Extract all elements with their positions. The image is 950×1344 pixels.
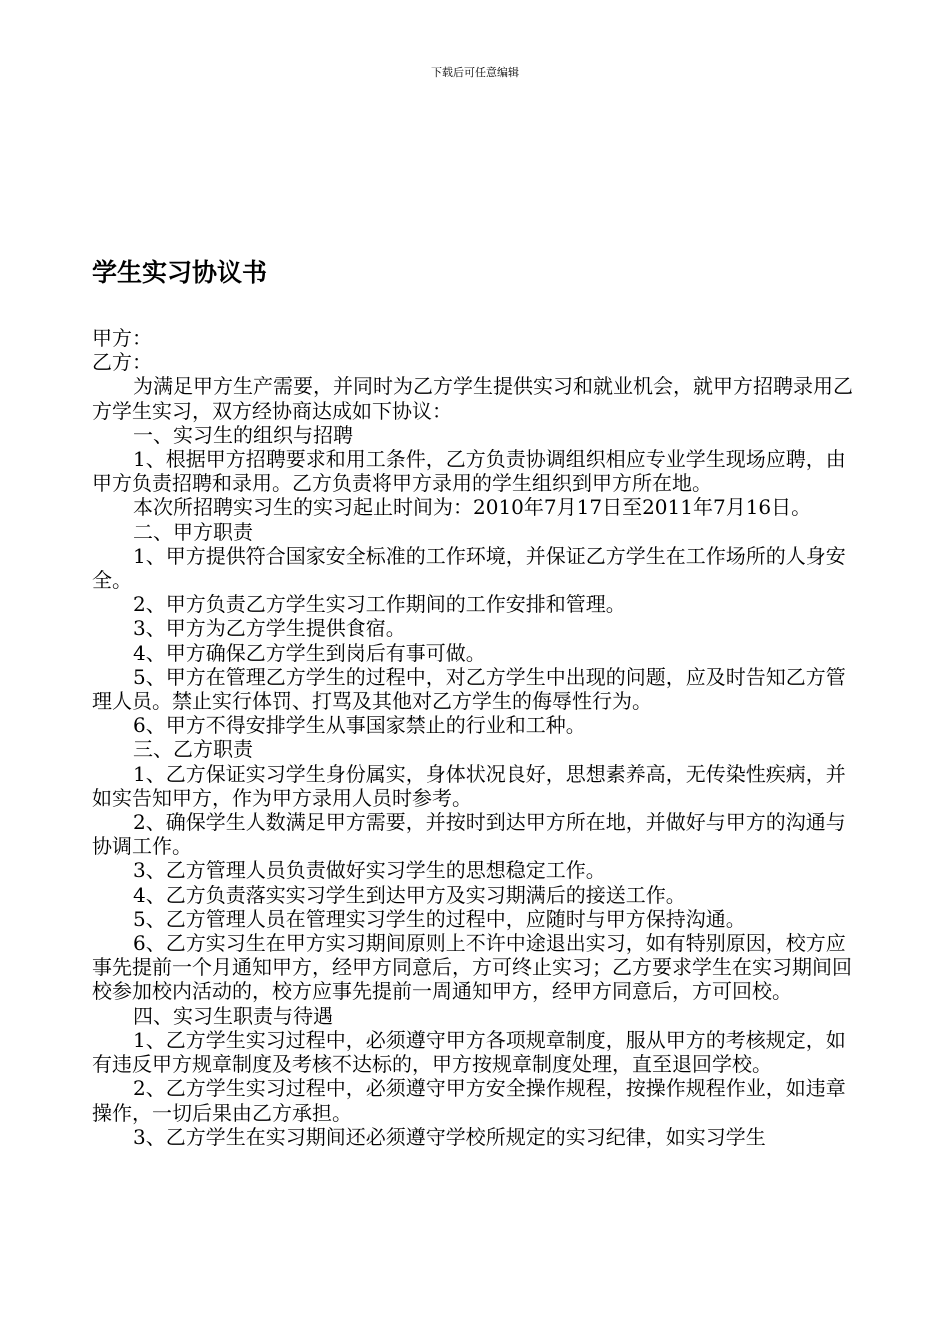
paragraph: 1、根据甲方招聘要求和用工条件，乙方负责协调组织相应专业学生现场应聘，由甲方负责招聘和录用。乙方负责将甲方录用的学生组织到甲方所在地。 — [92, 447, 846, 496]
paragraph: 2、确保学生人数满足甲方需要，并按时到达甲方所在地，并做好与甲方的沟通与协调工作。 — [92, 810, 846, 859]
paragraph: 3、乙方学生在实习期间还必须遵守学校所规定的实习纪律，如实习学生 — [133, 1124, 766, 1149]
paragraph: 2、甲方负责乙方学生实习工作期间的工作安排和管理。 — [133, 592, 626, 617]
paragraph: 4、甲方确保乙方学生到岗后有事可做。 — [133, 640, 486, 665]
paragraph: 6、甲方不得安排学生从事国家禁止的行业和工种。 — [133, 713, 586, 738]
paragraph: 1、乙方学生实习过程中，必须遵守甲方各项规章制度，服从甲方的考核规定，如有违反甲方规章制度及考核不达标的，甲方按规章制度处理，直至退回学校。 — [92, 1027, 846, 1077]
paragraph: 4、乙方负责落实实习学生到达甲方及实习期满后的接送工作。 — [133, 882, 686, 907]
paragraph: 1、乙方保证实习学生身份属实，身体状况良好，思想素养高，无传染性疾病，并如实告知甲方，作为甲方录用人员时参考。 — [92, 761, 846, 810]
paragraph: 乙方： — [92, 350, 152, 375]
paragraph: 2、乙方学生实习过程中，必须遵守甲方安全操作规程，按操作规程作业，如违章操作，一切后果由乙方承担。 — [92, 1076, 846, 1125]
paragraph: 5、甲方在管理乙方学生的过程中，对乙方学生中出现的问题，应及时告知乙方管理人员。禁止实行体罚、打骂及其他对乙方学生的侮辱性行为。 — [92, 664, 846, 714]
paragraph: 为满足甲方生产需要，并同时为乙方学生提供实习和就业机会，就甲方招聘录用乙方学生实习，双方经协商达成如下协议： — [92, 374, 853, 423]
section-heading: 四、实习生职责与待遇 — [133, 1003, 333, 1028]
paragraph: 3、甲方为乙方学生提供食宿。 — [133, 616, 406, 641]
section-heading: 三、乙方职责 — [133, 737, 253, 762]
section-heading: 二、甲方职责 — [133, 519, 253, 544]
paragraph: 1、甲方提供符合国家安全标准的工作环境，并保证乙方学生在工作场所的人身安全。 — [92, 543, 846, 593]
document-title: 学生实习协议书 — [92, 258, 268, 287]
paragraph: 本次所招聘实习生的实习起止时间为：2010年7月17日至2011年7月16日。 — [133, 495, 812, 520]
document-body — [92, 326, 864, 1149]
section-heading: 一、实习生的组织与招聘 — [133, 422, 353, 447]
paragraph: 甲方： — [92, 326, 152, 350]
paragraph: 5、乙方管理人员在管理实习学生的过程中，应随时与甲方保持沟通。 — [133, 906, 746, 931]
header-note: 下载后可任意编辑 — [431, 66, 519, 79]
paragraph: 3、乙方管理人员负责做好实习学生的思想稳定工作。 — [133, 858, 606, 883]
paragraph: 6、乙方实习生在甲方实习期间原则上不许中途退出实习，如有特别原因，校方应事先提前一个月通知甲方，经甲方同意后，方可终止实习；乙方要求学生在实习期间回校参加校内活动的，校方应事先提前一周通知甲方，经甲方同意后，方可回校。 — [92, 931, 852, 1004]
